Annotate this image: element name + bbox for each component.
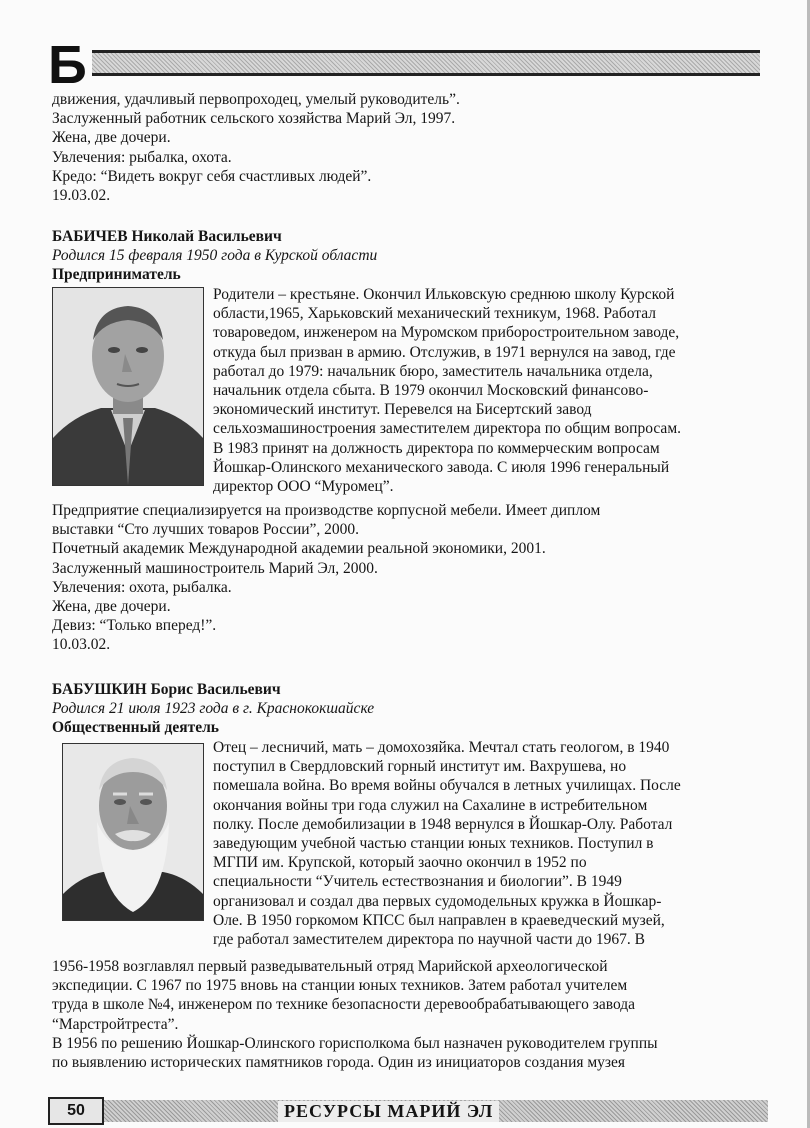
text-line: Оле. В 1950 горкомом КПСС был направлен в краеведческий музей, <box>213 911 665 929</box>
text-line: по выявлению исторических памятников города. Один из инициаторов создания музея <box>52 1054 626 1072</box>
entry-text-wrap <box>213 285 681 496</box>
text-line: Родители – крестьяне. Окончил Ильковскую среднюю школу Курской <box>213 286 675 303</box>
text-line: товароведом, инженером на Муромском приборостроительном заводе, <box>213 324 680 342</box>
entry-name: БАБУШКИН Борис Васильевич <box>52 681 281 698</box>
text-line: Предприятие специализируется на производстве корпусной мебели. Имеет диплом <box>52 502 601 519</box>
text-line: 1956-1958 возглавлял первый разведывательный отряд Марийской археологической <box>52 958 608 975</box>
text-line: Почетный академик Международной академии реальной экономики, 2001. <box>52 540 546 558</box>
text-line: области,1965, Харьковский механический техникум, 1968. Работал <box>213 305 656 323</box>
text-line: начальник отдела сбыта. В 1979 окончил Московский финансово- <box>213 382 649 400</box>
text-line: Жена, две дочери. <box>52 598 171 616</box>
text-line: Отец – лесничий, мать – домохозяйка. Мечтал стать геологом, в 1940 <box>213 739 670 756</box>
text-line: Йошкар-Олинского механического завода. С июля 1996 генеральный <box>213 458 670 476</box>
page-footer <box>48 1097 768 1125</box>
intro-text <box>52 90 460 205</box>
text-line: откуда был призван в армию. Отслужив, в 1971 вернулся на завод, где <box>213 343 676 361</box>
entry-text-full <box>52 501 600 655</box>
text-line: сельхозмашиностроения заместителем директора по общим вопросам. <box>213 420 681 438</box>
footer-title: РЕСУРСЫ МАРИЙ ЭЛ <box>278 1101 499 1122</box>
header-band <box>92 50 760 76</box>
text-line: Кредо: “Видеть вокруг себя счастливых людей”. <box>52 167 372 185</box>
text-line: Увлечения: рыбалка, охота. <box>52 148 232 166</box>
text-line: организовал и создал два первых судомодельных кружка в Йошкар- <box>213 892 662 910</box>
entry-birth: Родился 21 июля 1923 года в г. Краснококшайске <box>52 700 375 718</box>
text-line: экономический институт. Перевелся на Бисертский завод <box>213 401 592 419</box>
portrait-photo-babushkin <box>62 743 204 921</box>
text-line: помешала война. Во время войны обучался в летных училищах. После <box>213 777 681 795</box>
text-line: В 1956 по решению Йошкар-Олинского горисполкома был назначен руководителем группы <box>52 1034 658 1052</box>
entry-header-babichev <box>52 227 377 285</box>
entry-text-wrap <box>213 738 681 949</box>
text-line: поступил в Свердловский горный институт им. Вахрушева, но <box>213 758 627 776</box>
text-line: труда в школе №4, инженером по технике безопасности деревообрабатывающего завода <box>52 996 636 1014</box>
text-line: 19.03.02. <box>52 187 111 205</box>
entry-header-babushkin <box>52 680 374 738</box>
text-line: окончания войны три года служил на Сахалине в истребительном <box>213 796 648 814</box>
text-line: выставки “Сто лучших товаров России”, 2000. <box>52 521 360 539</box>
entry-profession: Общественный деятель <box>52 719 219 737</box>
text-line: В 1983 принят на должность директора по коммерческим вопросам <box>213 439 660 457</box>
entry-profession: Предприниматель <box>52 266 181 284</box>
entry-name: БАБИЧЕВ Николай Васильевич <box>52 228 282 245</box>
text-line: “Марстройтреста”. <box>52 1015 179 1033</box>
text-line: 10.03.02. <box>52 636 111 654</box>
text-line: Заслуженный машиностроитель Марий Эл, 2000. <box>52 559 378 577</box>
text-line: где работал заместителем директора по научной части до 1967. В <box>213 931 645 949</box>
text-line: Увлечения: охота, рыбалка. <box>52 578 232 596</box>
entry-text-full <box>52 957 658 1072</box>
page-number: 50 <box>48 1097 104 1125</box>
text-line: заведующим учебной частью станции юных техников. Поступил в <box>213 835 654 853</box>
text-line: МГПИ им. Крупской, который заочно окончил в 1952 по <box>213 854 587 872</box>
text-line: движения, удачливый первопроходец, умелый руководитель”. <box>52 91 460 108</box>
section-letter: Б <box>48 35 87 95</box>
entry-birth: Родился 15 февраля 1950 года в Курской области <box>52 247 378 265</box>
text-line: полку. После демобилизации в 1948 вернулся в Йошкар-Олу. Работал <box>213 815 673 833</box>
text-line: Заслуженный работник сельского хозяйства Марий Эл, 1997. <box>52 110 456 128</box>
text-line: Девиз: “Только вперед!”. <box>52 617 217 635</box>
text-line: Жена, две дочери. <box>52 129 171 147</box>
text-line: работал до 1979: начальник бюро, заместитель начальника отдела, <box>213 362 653 380</box>
text-line: директор ООО “Муромец”. <box>213 478 394 496</box>
portrait-photo-babichev <box>52 287 204 486</box>
text-line: экспедиции. С 1967 по 1975 вновь на станции юных техников. Затем работал учителем <box>52 977 628 995</box>
text-line: специальности “Учитель естествознания и биологии”. В 1949 <box>213 873 622 891</box>
